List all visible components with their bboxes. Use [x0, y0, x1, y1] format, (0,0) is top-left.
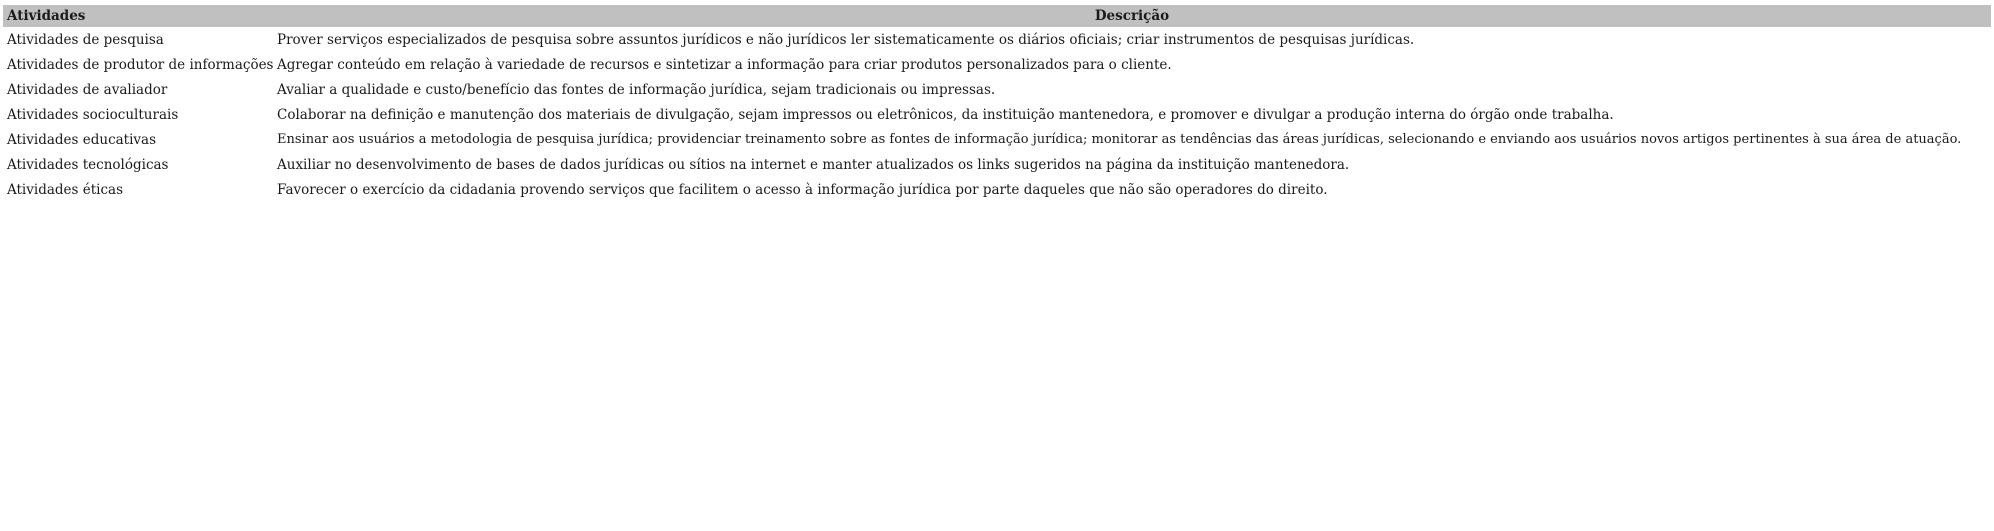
table-row [3, 52, 1991, 77]
description-cell: Auxiliar no desenvolvimento de bases de dados jurídicas ou sítios na internet e manter atualizados os links sugeridos na página da instituição mantenedora. [277, 156, 1350, 173]
header-row [3, 5, 1991, 27]
table-row [3, 77, 1991, 102]
activity-cell: Atividades socioculturais [7, 106, 179, 123]
header-description: Descrição [273, 5, 1991, 27]
activities-table [3, 5, 1991, 202]
table-row [3, 127, 1991, 152]
activity-cell: Atividades de pesquisa [7, 31, 164, 48]
description-cell: Agregar conteúdo em relação à variedade de recursos e sintetizar a informação para criar produtos personalizados para o cliente. [277, 56, 1172, 73]
table-row [3, 152, 1991, 177]
description-cell: Avaliar a qualidade e custo/benefício das fontes de informação jurídica, sejam tradicionais ou impressas. [277, 81, 996, 98]
description-cell: Favorecer o exercício da cidadania provendo serviços que facilitem o acesso à informação jurídica por parte daqueles que não são operadores do direito. [277, 181, 1328, 198]
description-cell: Ensinar aos usuários a metodologia de pesquisa jurídica; providenciar treinamento sobre as fontes de informação jurídica; monitorar as tendências das áreas jurídicas, selecionando e enviando aos usuários novos artigos pertinentes à sua área de atuação. [277, 132, 1962, 147]
activity-cell: Atividades de produtor de informações [7, 56, 273, 73]
table-row [3, 177, 1991, 202]
header-activities: Atividades [3, 5, 273, 27]
description-cell: Prover serviços especializados de pesquisa sobre assuntos jurídicos e não jurídicos ler sistematicamente os diários oficiais; criar instrumentos de pesquisas jurídicas. [277, 31, 1415, 48]
activity-cell: Atividades de avaliador [7, 81, 168, 98]
description-cell: Colaborar na definição e manutenção dos materiais de divulgação, sejam impressos ou eletrônicos, da instituição mantenedora, e promover e divulgar a produção interna do órgão onde trabalha. [277, 106, 1614, 123]
table-row [3, 102, 1991, 127]
document-page [0, 0, 1994, 202]
activity-cell: Atividades tecnológicas [7, 156, 169, 173]
table-row [3, 27, 1991, 52]
activity-cell: Atividades éticas [7, 181, 124, 198]
activity-cell: Atividades educativas [7, 131, 157, 148]
